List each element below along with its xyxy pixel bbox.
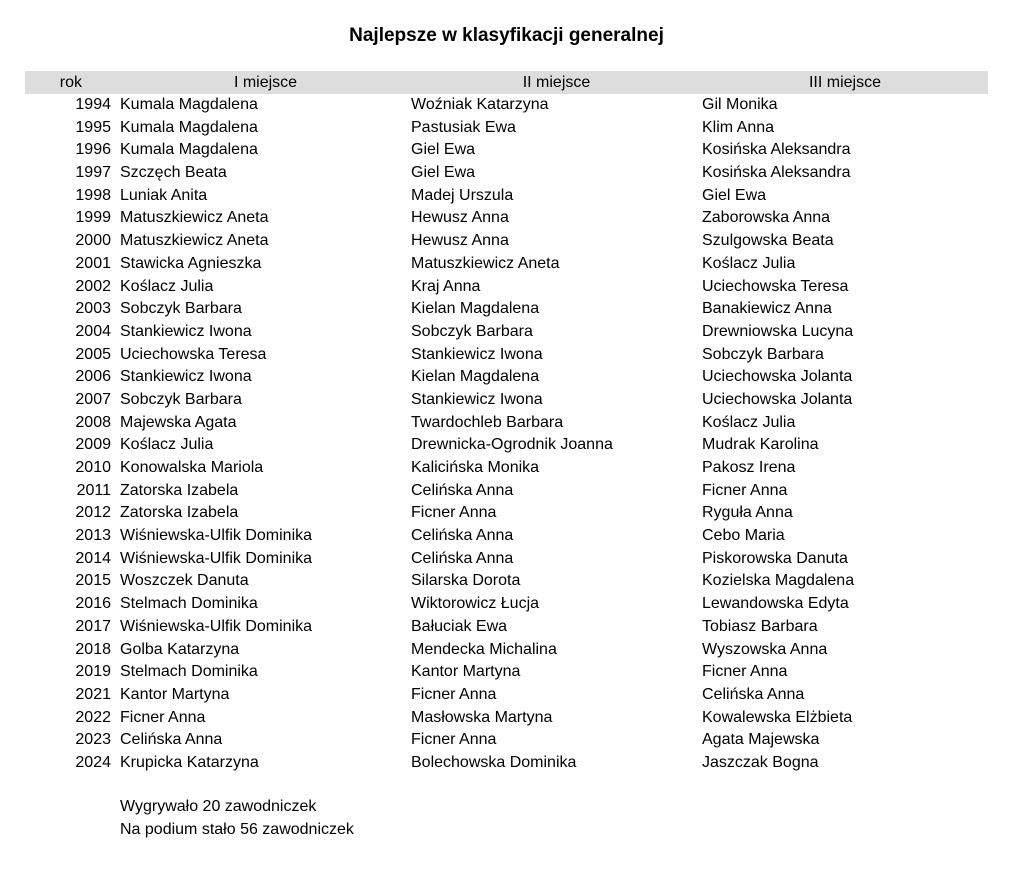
cell-year: 1997: [75, 164, 111, 182]
cell-year: 2010: [75, 459, 111, 476]
cell-second-place: Bałuciak Ewa: [411, 617, 508, 635]
cell-first-place: Matuszkiewicz Aneta: [120, 209, 269, 227]
cell-second-place: Matuszkiewicz Aneta: [411, 254, 560, 272]
cell-year: 2001: [75, 254, 111, 272]
cell-second-place: Sobczyk Barbara: [411, 322, 533, 340]
cell-third-place: Kosińska Aleksandra: [702, 164, 851, 182]
cell-third-place: Kowalewska Elżbieta: [702, 708, 853, 726]
table-row: [25, 661, 988, 684]
table-row: [25, 434, 988, 457]
table-row: [25, 525, 988, 548]
table-row: [25, 593, 988, 616]
cell-year: 2014: [75, 549, 111, 567]
header-third-place: III miejsce: [808, 74, 881, 91]
table-row: [25, 616, 988, 639]
cell-year: 2000: [75, 232, 111, 250]
table-row: [25, 117, 988, 140]
cell-year: 2018: [75, 640, 111, 658]
cell-year: 1996: [75, 141, 111, 159]
table-row: [25, 321, 988, 344]
cell-third-place: Giel Ewa: [702, 186, 767, 204]
table-row: [25, 457, 988, 480]
cell-first-place: Golba Katarzyna: [120, 640, 240, 658]
cell-year: 2017: [75, 617, 111, 635]
cell-first-place: Wiśniewska-Ulfik Dominika: [120, 527, 313, 545]
header-second-place: II miejsce: [522, 74, 591, 91]
cell-second-place: Kantor Martyna: [411, 663, 521, 681]
cell-third-place: Jaszczak Bogna: [702, 753, 819, 771]
cell-first-place: Sobczyk Barbara: [120, 300, 242, 318]
cell-first-place: Stelmach Dominika: [120, 595, 258, 613]
note-winners-count: Wygrywało 20 zawodniczek: [120, 798, 317, 815]
cell-first-place: Kumala Magdalena: [120, 118, 258, 136]
cell-first-place: Kumala Magdalena: [120, 141, 258, 159]
cell-second-place: Pastusiak Ewa: [411, 118, 516, 136]
cell-first-place: Uciechowska Teresa: [120, 345, 267, 363]
cell-third-place: Uciechowska Jolanta: [702, 390, 853, 408]
cell-third-place: Sobczyk Barbara: [702, 345, 824, 363]
cell-first-place: Majewska Agata: [120, 413, 237, 431]
table-row: [25, 344, 988, 367]
cell-first-place: Woszczek Danuta: [120, 572, 249, 590]
cell-second-place: Silarska Dorota: [411, 572, 521, 590]
cell-second-place: Drewnicka-Ogrodnik Joanna: [411, 436, 613, 454]
table-row: [25, 502, 988, 525]
cell-first-place: Szczęch Beata: [120, 164, 227, 182]
cell-first-place: Stelmach Dominika: [120, 663, 258, 681]
cell-third-place: Piskorowska Danuta: [702, 549, 848, 567]
cell-year: 2004: [75, 322, 111, 340]
table-header-row: [25, 71, 988, 94]
cell-second-place: Kielan Magdalena: [411, 368, 540, 386]
cell-second-place: Celińska Anna: [411, 549, 514, 567]
cell-third-place: Klim Anna: [702, 118, 775, 136]
cell-third-place: Kosińska Aleksandra: [702, 141, 851, 159]
cell-year: 2003: [75, 300, 111, 318]
page-title: Najlepsze w klasyfikacji generalnej: [349, 25, 664, 46]
cell-year: 2008: [75, 413, 111, 431]
cell-year: 2022: [75, 708, 111, 726]
cell-second-place: Stankiewicz Iwona: [411, 345, 543, 363]
cell-year: 2024: [75, 753, 111, 771]
cell-second-place: Mendecka Michalina: [411, 640, 557, 658]
table-row: [25, 366, 988, 389]
cell-second-place: Kraj Anna: [411, 277, 481, 295]
cell-first-place: Sobczyk Barbara: [120, 390, 242, 408]
cell-third-place: Wyszowska Anna: [702, 640, 828, 658]
cell-year: 2019: [75, 663, 111, 681]
cell-first-place: Zatorska Izabela: [120, 504, 239, 522]
cell-year: 1994: [75, 96, 111, 113]
cell-third-place: Banakiewicz Anna: [702, 300, 832, 318]
cell-second-place: Giel Ewa: [411, 141, 476, 159]
table-row: [25, 162, 988, 185]
cell-year: 2012: [75, 504, 111, 522]
cell-third-place: Zaborowska Anna: [702, 209, 831, 227]
table-row: [25, 253, 988, 276]
cell-first-place: Stawicka Agnieszka: [120, 254, 262, 272]
cell-third-place: Uciechowska Teresa: [702, 277, 849, 295]
table-row: [25, 684, 988, 707]
cell-second-place: Twardochleb Barbara: [411, 413, 564, 431]
cell-first-place: Stankiewicz Iwona: [120, 322, 252, 340]
cell-first-place: Kumala Magdalena: [120, 96, 258, 113]
cell-second-place: Ficner Anna: [411, 731, 497, 749]
cell-year: 2013: [75, 527, 111, 545]
cell-second-place: Celińska Anna: [411, 527, 514, 545]
table-body: [25, 94, 988, 775]
cell-third-place: Koślacz Julia: [702, 254, 796, 272]
cell-third-place: Drewniowska Lucyna: [702, 322, 854, 340]
cell-third-place: Mudrak Karolina: [702, 436, 819, 454]
cell-third-place: Tobiasz Barbara: [702, 617, 818, 635]
cell-year: 2007: [75, 390, 111, 408]
table-row: [25, 94, 988, 117]
cell-second-place: Stankiewicz Iwona: [411, 390, 543, 408]
summary-notes: [120, 796, 354, 841]
cell-third-place: Gil Monika: [702, 96, 778, 113]
table-row: [25, 570, 988, 593]
header-year: rok: [59, 74, 82, 91]
cell-first-place: Konowalska Mariola: [120, 459, 264, 476]
table-row: [25, 185, 988, 208]
cell-first-place: Kantor Martyna: [120, 685, 230, 703]
table-row: [25, 207, 988, 230]
cell-third-place: Lewandowska Edyta: [702, 595, 849, 613]
cell-first-place: Luniak Anita: [120, 186, 208, 204]
cell-third-place: Koślacz Julia: [702, 413, 796, 431]
cell-year: 1995: [75, 118, 111, 136]
cell-second-place: Ficner Anna: [411, 685, 497, 703]
cell-second-place: Kalicińska Monika: [411, 459, 540, 476]
cell-second-place: Hewusz Anna: [411, 232, 509, 250]
table-row: [25, 729, 988, 752]
cell-second-place: Masłowska Martyna: [411, 708, 553, 726]
table-row: [25, 139, 988, 162]
cell-first-place: Koślacz Julia: [120, 436, 214, 454]
cell-first-place: Stankiewicz Iwona: [120, 368, 252, 386]
table-row: [25, 480, 988, 503]
table-row: [25, 276, 988, 299]
table-row: [25, 298, 988, 321]
cell-third-place: Uciechowska Jolanta: [702, 368, 853, 386]
cell-third-place: Cebo Maria: [702, 527, 785, 545]
cell-second-place: Hewusz Anna: [411, 209, 509, 227]
cell-first-place: Ficner Anna: [120, 708, 206, 726]
table-row: [25, 412, 988, 435]
cell-second-place: Bolechowska Dominika: [411, 753, 577, 771]
results-table: [25, 71, 988, 775]
cell-second-place: Madej Urszula: [411, 186, 514, 204]
cell-year: 2015: [75, 572, 111, 590]
cell-first-place: Koślacz Julia: [120, 277, 214, 295]
cell-third-place: Pakosz Irena: [702, 459, 796, 476]
cell-year: 2002: [75, 277, 111, 295]
cell-first-place: Matuszkiewicz Aneta: [120, 232, 269, 250]
cell-year: 2021: [75, 685, 111, 703]
cell-second-place: Celińska Anna: [411, 481, 514, 499]
table-row: [25, 752, 988, 775]
cell-third-place: Ryguła Anna: [702, 504, 793, 522]
cell-first-place: Krupicka Katarzyna: [120, 753, 259, 771]
cell-third-place: Ficner Anna: [702, 481, 788, 499]
cell-third-place: Szulgowska Beata: [702, 232, 834, 250]
cell-third-place: Kozielska Magdalena: [702, 572, 855, 590]
table-row: [25, 639, 988, 662]
cell-year: 1999: [75, 209, 111, 227]
cell-third-place: Agata Majewska: [702, 731, 820, 749]
cell-year: 2009: [75, 436, 111, 454]
cell-second-place: Wiktorowicz Łucja: [411, 595, 540, 613]
cell-second-place: Woźniak Katarzyna: [411, 96, 549, 113]
cell-first-place: Wiśniewska-Ulfik Dominika: [120, 549, 313, 567]
cell-first-place: Wiśniewska-Ulfik Dominika: [120, 617, 313, 635]
table-row: [25, 230, 988, 253]
cell-first-place: Celińska Anna: [120, 731, 223, 749]
cell-year: 1998: [75, 186, 111, 204]
cell-second-place: Giel Ewa: [411, 164, 476, 182]
cell-second-place: Ficner Anna: [411, 504, 497, 522]
cell-year: 2011: [76, 481, 111, 499]
cell-second-place: Kielan Magdalena: [411, 300, 540, 318]
cell-third-place: Celińska Anna: [702, 685, 805, 703]
cell-year: 2005: [75, 345, 111, 363]
cell-third-place: Ficner Anna: [702, 663, 788, 681]
table-row: [25, 707, 988, 730]
cell-first-place: Zatorska Izabela: [120, 481, 239, 499]
cell-year: 2023: [75, 731, 111, 749]
table-row: [25, 548, 988, 571]
note-podium-count: Na podium stało 56 zawodniczek: [120, 820, 354, 838]
cell-year: 2006: [75, 368, 111, 386]
cell-year: 2016: [75, 595, 111, 613]
header-first-place: I miejsce: [233, 74, 298, 91]
table-row: [25, 389, 988, 412]
